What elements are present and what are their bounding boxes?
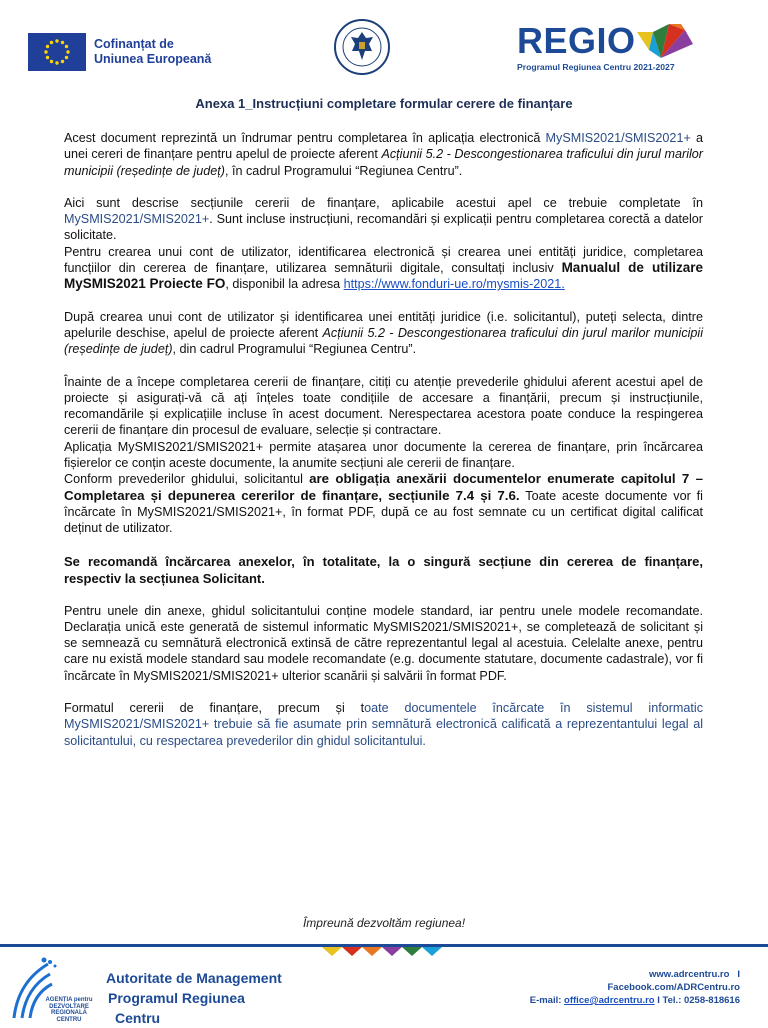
paragraph-select-call: După crearea unui cont de utilizator și identificarea unei entități juridice (i.e. solicitantul), puteți selecta, dintre apelurile deschise, apelul de proiecte aferent Acțiunii 5.2 - Descongestionarea traficului din jurul marilor municipii (reședințe de județ), din cadrul Programului “Regiunea Centru”. (64, 309, 704, 357)
managing-authority: Autoritate de Management Programul Regiunea Centru (106, 970, 282, 1026)
facebook-link[interactable]: Facebook.com/ADRCentru.ro (607, 982, 740, 993)
eu-flag-icon (28, 33, 86, 71)
website-link[interactable]: www.adrcentru.ro (649, 969, 730, 980)
paragraph-attachments: Aplicația MySMIS2021/SMIS2021+ permite atașarea unor documente la cererea de finanțare, prin încărcarea fișierelor ce conțin aceste documente, la anumite secțiuni ale cererii de finanțare. (64, 439, 703, 471)
document-title: Anexa 1_Instrucțiuni completare formular cerere de finanțare (195, 96, 573, 111)
mysmis-ref: MySMIS2021/SMIS2021+ (64, 212, 210, 227)
regio-logo (517, 22, 707, 72)
regio-wordmark: REGIO (517, 20, 636, 61)
paragraph-obligation: Conform prevederilor ghidului, solicitantul are obligația anexării documentelor enumerate capitolul 7 – Completarea și depunerea cererilor de finanțare, secțiunile 7.4 și 7.6. Toate aceste documente vor fi încărcate în MySMIS2021/SMIS2021+, în format PDF, după ce au fost semnate cu un certificat digital calificat deținut de utilizator. (64, 471, 704, 536)
government-seal-logo (333, 18, 391, 76)
obligation-emphasis: are obligația anexării documentelor enumerate capitolul 7 – Completarea și depunerea cererilor de finanțare, secțiunile 7.4 și 7.6. (64, 471, 704, 503)
paragraph-account: Pentru crearea unui cont de utilizator, identificarea electronică și crearea unei entități juridice, completarea funcțiilor din cererea de finanțare, utilizarea semnăturii digitale, consultați inclusiv Manualul de utilizare MySMIS2021 Proiecte FO, disponibil la adresa https://www.fonduri-ue.ro/mysmis-2021. (64, 244, 703, 292)
paragraph-models: Pentru unele din anexe, ghidul solicitantului conține modele standard, iar pentru unele modele recomandate. Declarația unică este generată de sistemul informatic MySMIS2021/SMIS2021+, se completează de solicitant și se semnează cu semnătură electronică extinsă de către reprezentantul legal al acestuia. Celelalte anexe, pentru care nu există modele standard sau modele recomandate (e.g. documente statutare, documente cadastrale), vor fi încărcate în MySMIS2021/SMIS2021+ ulterior scanării și salvării în format PDF. (64, 603, 703, 683)
eu-line-2: Uniunea Europeană (94, 52, 212, 66)
page-header (0, 0, 768, 90)
email-link[interactable]: office@adrcentru.ro (564, 995, 655, 1006)
footer-color-triangles-icon (322, 947, 446, 957)
agency-name: AGENȚIA pentru DEZVOLTARE REGIONALĂ CENTRU (45, 997, 93, 1023)
regio-colored-shape-icon (637, 24, 695, 62)
manual-name: Manualul de utilizare MySMIS2021 Proiecte FO (64, 260, 703, 292)
eu-line-1: Cofinanțat de (94, 37, 174, 51)
paragraph-recommendation: Se recomandă încărcarea anexelor, în totalitate, la o singură secțiune din cererea de finanțare, respectiv la secțiunea Solicitant. (64, 553, 703, 586)
footer-slogan: Împreună dezvoltăm regiunea! (302, 916, 466, 930)
mysmis-link[interactable]: https://www.fonduri-ue.ro/mysmis-2021. (343, 277, 565, 292)
footer-contacts: www.adrcentru.ro I Facebook.com/ADRCentru.ro E-mail: office@adrcentru.ro I Tel.: 0258-818616 (500, 968, 740, 1007)
eu-cofinancing-logo (28, 33, 211, 71)
document-body (64, 130, 703, 749)
paragraph-guide: Înainte de a începe completarea cererii de finanțare, citiți cu atenție prevederile ghidului aferent acestui apel de proiecte și asigurați-vă că ați înțeles toate condițiile de accesare a finanțării, precum și instrucțiunile, recomandările și explicațiile incluse în acest document. Nerespectarea acestora poate conduce la respingerea cererii de finanțare din procesul de evaluare, selecție și contractare. (64, 374, 703, 438)
action-name: Acțiunii 5.2 - Descongestionarea traficului din jurul marilor municipii (reședințe de județ) (64, 325, 704, 357)
regio-subtitle: Programul Regiunea Centru 2021-2027 (517, 62, 675, 72)
paragraph-signature: Formatul cererii de finanțare, precum și toate documentele încărcate în sistemul informatic MySMIS2021/SMIS2021+ trebuie să fie asumate prin semnătură electronică calificată a reprezentantului legal al solicitantului, cu respectarea prevederilor din ghidul solicitantului. (64, 701, 703, 748)
phone-number: I Tel.: 0258-818616 (654, 995, 740, 1006)
paragraph-sections: Aici sunt descrise secțiunile cererii de finanțare, aplicabile acestui apel ce trebuie completate în MySMIS2021/SMIS2021+. Sunt incluse instrucțiuni, recomandări și explicații pentru completarea corectă a datelor solicitate. (64, 195, 703, 243)
action-name: Acțiunii 5.2 - Descongestionarea traficului din jurul marilor municipii (reședințe de județ) (64, 147, 703, 178)
paragraph-intro: Acest document reprezintă un îndrumar pentru completarea în aplicația electronică MySMIS2021/SMIS2021+ a unei cereri de finanțare pentru apelul de proiecte aferent Acțiunii 5.2 - Descongestionarea traficului din jurul marilor municipii (reședințe de județ), în cadrul Programului “Regiunea Centru”. (64, 131, 703, 178)
mysmis-ref: MySMIS2021/SMIS2021+ (545, 131, 691, 145)
